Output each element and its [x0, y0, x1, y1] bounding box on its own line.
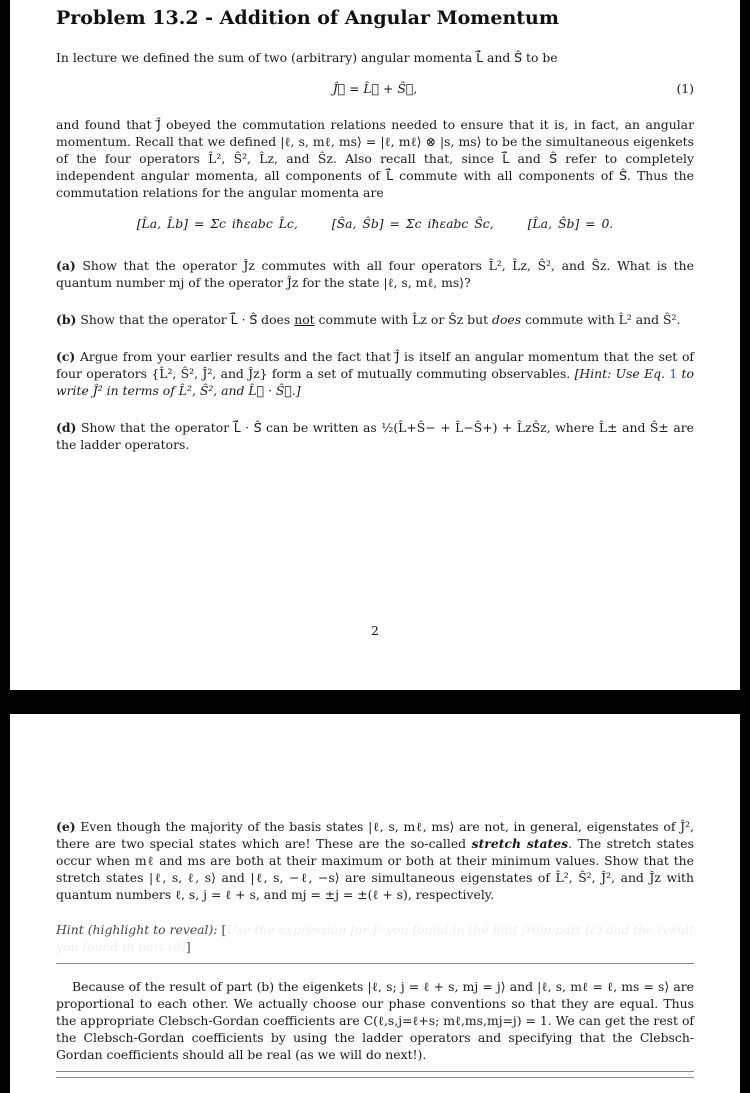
part-d-label: (d)	[56, 420, 77, 435]
page-number: 2	[371, 623, 379, 638]
part-b	[56, 311, 694, 328]
conclusion-paragraph: Because of the result of part (b) the eigenkets |ℓ, s; j = ℓ + s, mj = j⟩ and |ℓ, s, mℓ = ℓ, ms = s⟩ are proportional to each other. We actually choose our phase conventions so that they are equal. Thus the appropriate Clebsch-Gordan coefficients are C(ℓ,s,j=ℓ+s; mℓ,ms,mj=j) = 1. We can get the rest of the Clebsch-Gordan coefficients by using the ladder operators and specifying that the Clebsch-Gordan coefficients should all be real (as we will do next!).	[56, 979, 694, 1062]
part-d	[56, 419, 694, 453]
equation-reference-link[interactable]: 1	[669, 366, 678, 381]
part-a-label: (a)	[56, 258, 76, 273]
part-d-text: Show that the operator L̂⃗ · Ŝ⃗ can be written as ½(L̂+Ŝ− + L̂−Ŝ+) + L̂zŜz, where L̂± and Ŝ± are the ladder operators.	[56, 420, 694, 452]
part-a-text: Show that the operator Ĵz commutes with all four operators L̂², L̂z, Ŝ², and Ŝz. What is the quantum number mj of the operator Ĵz for the state |ℓ, s, mℓ, ms⟩?	[56, 258, 694, 290]
double-divider	[56, 1071, 694, 1078]
part-b-label: (b)	[56, 312, 77, 327]
part-b-text-after: commute with L̂² and Ŝ².	[525, 312, 681, 327]
part-c	[56, 348, 694, 399]
equation-text: Ĵ⃗ = L̂⃗ + Ŝ⃗,	[332, 81, 418, 96]
hint-open-bracket: [	[221, 922, 227, 937]
hidden-hint-text[interactable]: Use the expression for Ĵ² you found in the hint from part (c) and the result you found in part (d)	[56, 922, 694, 954]
equation-number: (1)	[676, 81, 694, 96]
part-b-does: does	[492, 312, 522, 327]
part-b-text-before: Show that the operator L̂⃗ · Ŝ⃗ does	[80, 312, 291, 327]
part-a	[56, 257, 694, 291]
part-e-text-after: . The stretch states occur when mℓ and ms are both at their maximum or both at their minimum values. Show that the stretch states |ℓ, s, ℓ, s⟩ and |ℓ, s, −ℓ, −s⟩ are simultaneous eigenstates of L̂², Ŝ², Ĵ², and Ĵz with quantum numbers ℓ, s, j = ℓ + s, and mj = ±j = ±(ℓ + s), respectively.	[56, 836, 694, 902]
reveal-hint	[56, 921, 694, 955]
commutator-ll: [L̂a, L̂b] = Σc iħεabc L̂c,	[136, 216, 298, 231]
commutation-paragraph: and found that Ĵ⃗ obeyed the commutation relations needed to ensure that it is, in fact, an angular momentum. Recall that we defined |ℓ, s, mℓ, ms⟩ = |ℓ, mℓ⟩ ⊗ |s, ms⟩ to be the simultaneous eigenkets of the four operators L̂², Ŝ², L̂z, and Ŝz. Also recall that, since L̂⃗ and Ŝ⃗ refer to completely independent angular momenta, all components of L̂⃗ commute with all components of Ŝ⃗. Thus the commutation relations for the angular momenta are	[56, 117, 694, 200]
part-b-not: not	[294, 312, 315, 327]
part-c-hint-close: to write Ĵ² in terms of L̂², Ŝ², and L̂⃗ · Ŝ⃗.]	[56, 366, 694, 398]
part-b-text-middle: commute with L̂z or Ŝz but	[318, 312, 489, 327]
document-page-2	[10, 714, 740, 1093]
intro-paragraph: In lecture we defined the sum of two (arbitrary) angular momenta L̂⃗ and Ŝ⃗ to be	[56, 50, 558, 65]
part-e	[56, 818, 694, 903]
part-e-text-before: Even though the majority of the basis states |ℓ, s, mℓ, ms⟩ are not, in general, eigenstates of Ĵ², there are two special states which are! These are the so-called	[56, 819, 694, 851]
commutation-relations	[56, 215, 694, 237]
hint-close-bracket: ]	[185, 939, 191, 954]
page-title: Problem 13.2 - Addition of Angular Momentum	[56, 7, 559, 29]
equation-1	[56, 80, 694, 100]
part-c-text: Argue from your earlier results and the fact that Ĵ⃗ is itself an angular momentum that the set of four operators {L̂², Ŝ², Ĵ², and Ĵz} form a set of mutually commuting observables.	[56, 349, 694, 381]
commutator-ls: [L̂a, Ŝb] = 0.	[527, 216, 614, 231]
part-c-hint-open: [Hint: Use Eq.	[574, 366, 665, 381]
divider	[56, 963, 694, 964]
document-page-1	[10, 0, 740, 690]
part-c-label: (c)	[56, 349, 76, 364]
stretch-states-term: stretch states	[471, 836, 569, 851]
commutator-ss: [Ŝa, Ŝb] = Σc iħεabc Ŝc,	[331, 216, 494, 231]
hint-label: Hint (highlight to reveal):	[56, 922, 218, 937]
part-e-label: (e)	[56, 819, 76, 834]
